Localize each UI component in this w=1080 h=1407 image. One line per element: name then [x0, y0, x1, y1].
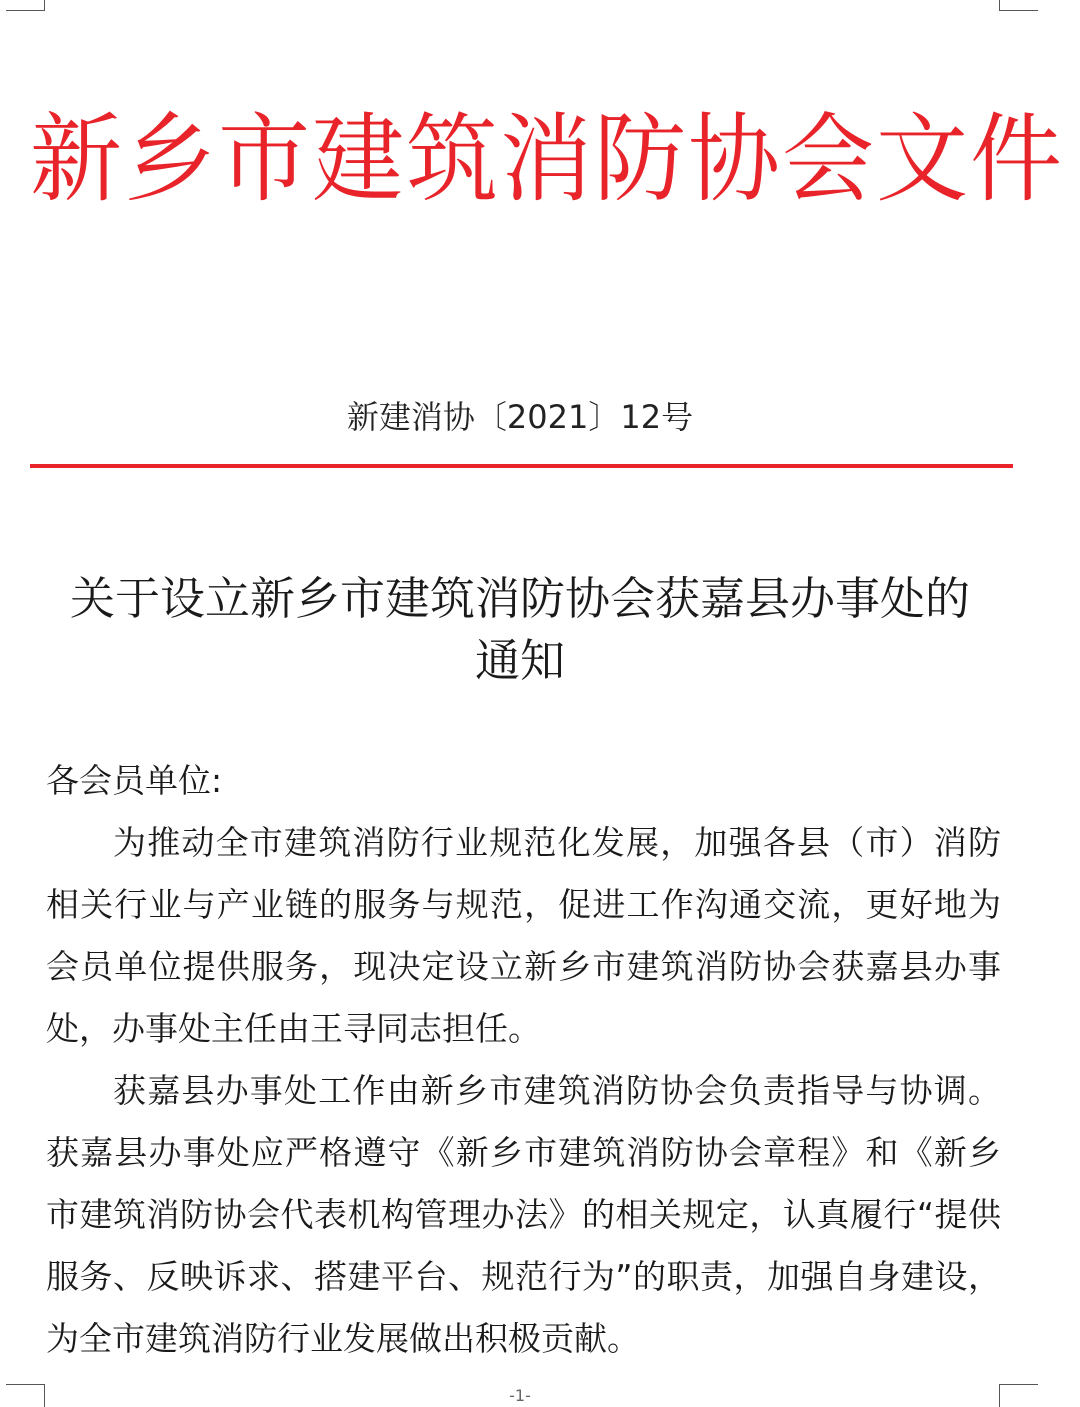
- salutation: 各会员单位:: [46, 761, 223, 800]
- notice-title-line-1: 关于设立新乡市建筑消防协会获嘉县办事处的: [69, 572, 970, 625]
- document-masthead: 新乡市建筑消防协会文件: [30, 103, 1065, 216]
- red-divider-line: [30, 464, 1013, 468]
- crop-mark-top-left: [6, 0, 45, 11]
- page-number: -1-: [509, 1386, 531, 1405]
- document-number: 新建消协〔2021〕12号: [346, 398, 694, 436]
- notice-title-line-2: 通知: [474, 634, 565, 687]
- notice-body: [46, 750, 1001, 1370]
- crop-mark-top-right: [999, 0, 1038, 11]
- body-paragraph-1: 为推动全市建筑消防行业规范化发展，加强各县（市）消防相关行业与产业链的服务与规范，促进工作沟通交流，更好地为会员单位提供服务，现决定设立新乡市建筑消防协会获嘉县办事处，办事处主任由王寻同志担任。: [46, 823, 1001, 1048]
- body-paragraph-2: 获嘉县办事处工作由新乡市建筑消防协会负责指导与协调。获嘉县办事处应严格遵守《新乡市建筑消防协会章程》和《新乡市建筑消防协会代表机构管理办法》的相关规定，认真履行“提供服务、反映诉求、搭建平台、规范行为”的职责，加强自身建设，为全市建筑消防行业发展做出积极贡献。: [46, 1071, 1001, 1358]
- notice-title: [30, 568, 1010, 692]
